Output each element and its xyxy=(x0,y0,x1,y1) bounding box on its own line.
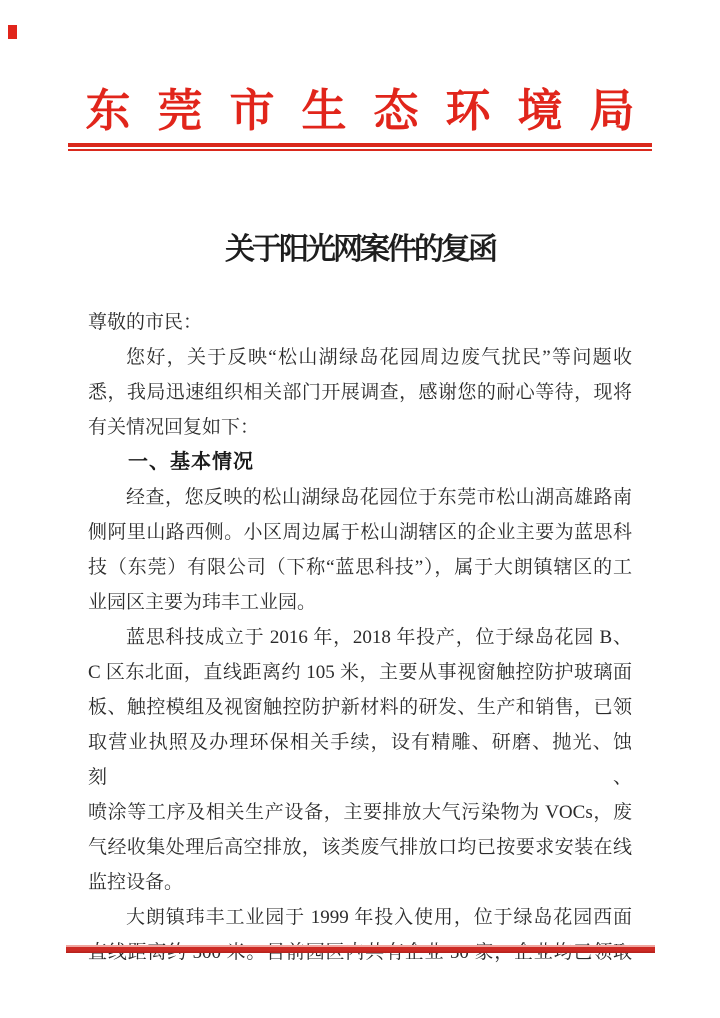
salutation-line: 尊敬的市民： xyxy=(88,312,203,333)
document-line: 经查，您反映的松山湖绿岛花园位于东莞市松山湖高雄路南 xyxy=(126,487,632,508)
document-line: 有关情况回复如下： xyxy=(88,417,260,438)
document-line: C 区东北面，直线距离约 105 米，主要从事视窗触控防护玻璃面 xyxy=(88,662,632,683)
header-double-rule xyxy=(68,143,652,151)
document-line: 大朗镇玮丰工业园于 1999 年投入使用，位于绿岛花园西面 xyxy=(126,907,632,928)
red-corner-mark xyxy=(8,25,17,39)
document-line: 技（东莞）有限公司（下称“蓝思科技”），属于大朗镇辖区的工 xyxy=(88,557,632,578)
document-body xyxy=(88,305,632,970)
document-line: 蓝思科技成立于 2016 年，2018 年投产，位于绿岛花园 B、 xyxy=(126,627,632,648)
section-heading: 一、基本情况 xyxy=(128,451,254,473)
document-line: 业园区主要为玮丰工业园。 xyxy=(88,592,317,613)
document-title: 关于阳光网案件的复函 xyxy=(225,233,495,266)
document-line: 您好，关于反映“松山湖绿岛花园周边废气扰民”等问题收 xyxy=(126,347,632,368)
document-line: 监控设备。 xyxy=(88,872,184,893)
document-line: 侧阿里山路西侧。小区周边属于松山湖辖区的企业主要为蓝思科 xyxy=(88,522,632,543)
header-rule-thin xyxy=(68,149,652,151)
document-line: 板、触控模组及视窗触控防护新材料的研发、生产和销售，已领 xyxy=(88,697,632,718)
document-line: 喷涂等工序及相关生产设备，主要排放大气污染物为 VOCs，废 xyxy=(88,802,632,823)
document-line: 取营业执照及办理环保相关手续，设有精雕、研磨、抛光、蚀刻、 xyxy=(88,732,632,788)
agency-name: 东莞市生态环境局 xyxy=(85,86,662,136)
footer-red-bar xyxy=(66,945,655,953)
document-line: 气经收集处理后高空排放，该类废气排放口均已按要求安装在线 xyxy=(88,837,632,858)
document-line: 悉，我局迅速组织相关部门开展调查，感谢您的耐心等待，现将 xyxy=(88,382,632,403)
